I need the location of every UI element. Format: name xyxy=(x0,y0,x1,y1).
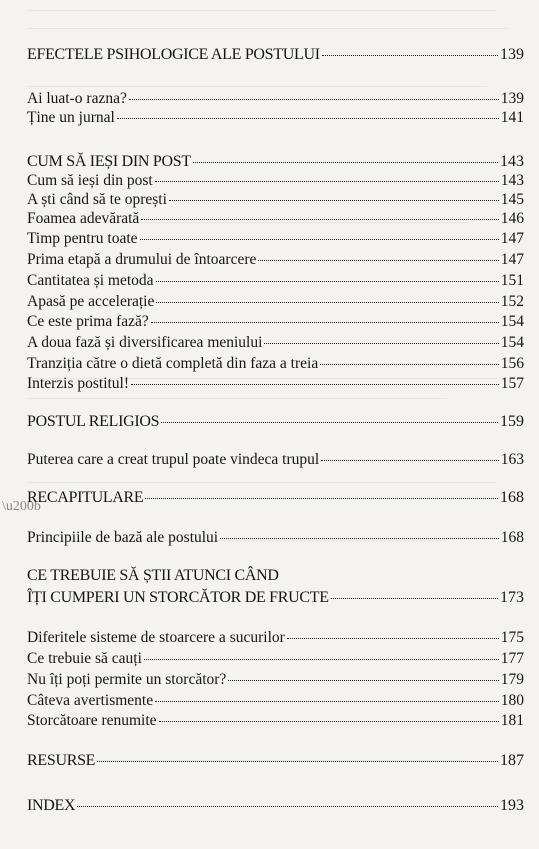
page-number: 152 xyxy=(500,293,524,310)
page-number: 147 xyxy=(500,251,524,268)
item-label: Prima etapă a drumului de întoarcere xyxy=(27,251,257,268)
section-title: RESURSE xyxy=(27,752,96,769)
toc-item[interactable] xyxy=(27,334,524,352)
dot-leader xyxy=(264,343,498,344)
toc-item[interactable] xyxy=(27,451,524,469)
page-number: 145 xyxy=(500,191,524,208)
dot-leader xyxy=(258,260,498,261)
toc-section-cum-sa-iesi[interactable] xyxy=(27,153,524,171)
item-label: Interzis postitul! xyxy=(27,375,130,392)
dot-leader xyxy=(156,281,499,282)
toc-item[interactable] xyxy=(27,251,524,269)
item-label: Câteva avertismente xyxy=(27,692,154,709)
dot-leader xyxy=(331,598,498,599)
toc-item[interactable] xyxy=(27,355,524,373)
dot-leader xyxy=(140,239,499,240)
toc-item[interactable] xyxy=(27,712,524,730)
item-label: Cum să ieși din post xyxy=(27,172,153,189)
toc-item[interactable] xyxy=(27,629,524,647)
item-label: Ce este prima fază? xyxy=(27,313,149,330)
item-label: Tranziția către o dietă completă din faza a treia xyxy=(27,355,319,372)
section-title: INDEX xyxy=(27,797,76,814)
page-number: 156 xyxy=(500,355,524,372)
item-label: Principiile de bază ale postului xyxy=(27,529,219,546)
dot-leader xyxy=(155,181,499,182)
section-title: ÎȚI CUMPERI UN STORCĂTOR DE FRUCTE xyxy=(27,589,329,606)
dot-leader xyxy=(151,322,499,323)
dot-leader xyxy=(228,680,498,681)
dot-leader xyxy=(131,384,499,385)
dot-leader xyxy=(193,162,498,163)
toc-item[interactable] xyxy=(27,109,524,127)
toc-item[interactable] xyxy=(27,650,524,668)
toc-section-recapitulare[interactable] xyxy=(27,489,524,507)
dot-leader xyxy=(320,364,499,365)
page-number: 154 xyxy=(500,334,524,351)
item-label: A doua fază și diversificarea meniului xyxy=(27,334,263,351)
dot-leader xyxy=(141,219,498,220)
page-number: 168 xyxy=(500,489,524,506)
page-number: 181 xyxy=(500,712,524,729)
page-number: 141 xyxy=(500,109,524,126)
dot-leader xyxy=(77,806,498,807)
toc-item[interactable] xyxy=(27,210,524,228)
toc-item[interactable] xyxy=(27,375,524,393)
toc-item[interactable] xyxy=(27,692,524,710)
section-title-line1: CE TREBUIE SĂ ȘTII ATUNCI CÂND xyxy=(27,567,279,584)
toc-section-postul-religios[interactable] xyxy=(27,413,524,431)
dot-leader xyxy=(159,721,499,722)
page-number: 159 xyxy=(500,413,524,430)
item-label: A ști când să te oprești xyxy=(27,191,167,208)
toc-section-efectele-psihologice[interactable] xyxy=(27,46,524,64)
page-number: 147 xyxy=(500,230,524,247)
toc-item[interactable] xyxy=(27,230,524,248)
item-label: Nu îți poți permite un storcător? xyxy=(27,671,227,688)
toc-item[interactable] xyxy=(27,272,524,290)
dot-leader xyxy=(117,118,499,119)
item-label: Storcătoare renumite xyxy=(27,712,157,729)
page-number: 146 xyxy=(500,210,524,227)
item-label: Foamea adevărată xyxy=(27,210,140,227)
item-label: Puterea care a creat trupul poate vindeca trupul xyxy=(27,451,320,468)
page-number: 139 xyxy=(500,90,524,107)
dot-leader xyxy=(144,659,499,660)
toc-item[interactable] xyxy=(27,671,524,689)
toc-item[interactable] xyxy=(27,529,524,547)
page-number: 173 xyxy=(500,589,524,606)
page-number: 157 xyxy=(500,375,524,392)
page-number: 139 xyxy=(500,46,524,63)
section-title: POSTUL RELIGIOS xyxy=(27,413,160,430)
page-number: 163 xyxy=(500,451,524,468)
dot-leader xyxy=(97,761,498,762)
dot-leader xyxy=(155,701,499,702)
page-number: 180 xyxy=(500,692,524,709)
toc-item[interactable] xyxy=(27,293,524,311)
page-number: 154 xyxy=(500,313,524,330)
dot-leader xyxy=(161,422,498,423)
toc-item[interactable] xyxy=(27,172,524,190)
page-number: 143 xyxy=(500,172,524,189)
page-number: 193 xyxy=(500,797,524,814)
dot-leader xyxy=(322,55,498,56)
dot-leader xyxy=(129,99,499,100)
item-label: Cantitatea și metoda xyxy=(27,272,154,289)
page-number: 168 xyxy=(500,529,524,546)
page-number: 151 xyxy=(500,272,524,289)
toc-section-resurse[interactable] xyxy=(27,752,524,770)
dot-leader xyxy=(145,498,498,499)
item-label: Ce trebuie să cauți xyxy=(27,650,142,667)
page-number: 179 xyxy=(500,671,524,688)
dot-leader xyxy=(287,638,499,639)
toc-section-index[interactable] xyxy=(27,797,524,815)
dot-leader xyxy=(321,460,499,461)
item-label: Ține un jurnal xyxy=(27,109,115,126)
item-label: Timp pentru toate xyxy=(27,230,138,247)
toc-item[interactable] xyxy=(27,191,524,209)
section-title: CUM SĂ IEȘI DIN POST xyxy=(27,153,191,170)
page-number: 175 xyxy=(500,629,524,646)
dot-leader xyxy=(220,538,499,539)
scan-artifact: \u200b xyxy=(2,499,41,514)
section-title: RECAPITULARE xyxy=(27,489,144,506)
dot-leader xyxy=(169,200,499,201)
dot-leader xyxy=(156,302,498,303)
section-title: EFECTELE PSIHOLOGICE ALE POSTULUI xyxy=(27,46,320,63)
toc-item[interactable] xyxy=(27,313,524,331)
page-number: 143 xyxy=(500,153,524,170)
page-number: 187 xyxy=(500,752,524,769)
item-label: Diferitele sisteme de stoarcere a sucurilor xyxy=(27,629,285,646)
page-number: 177 xyxy=(500,650,524,667)
toc-item[interactable] xyxy=(27,90,524,108)
item-label: Apasă pe accelerație xyxy=(27,293,155,310)
toc-section-storcator[interactable] xyxy=(27,589,524,607)
item-label: Ai luat-o razna? xyxy=(27,90,127,107)
